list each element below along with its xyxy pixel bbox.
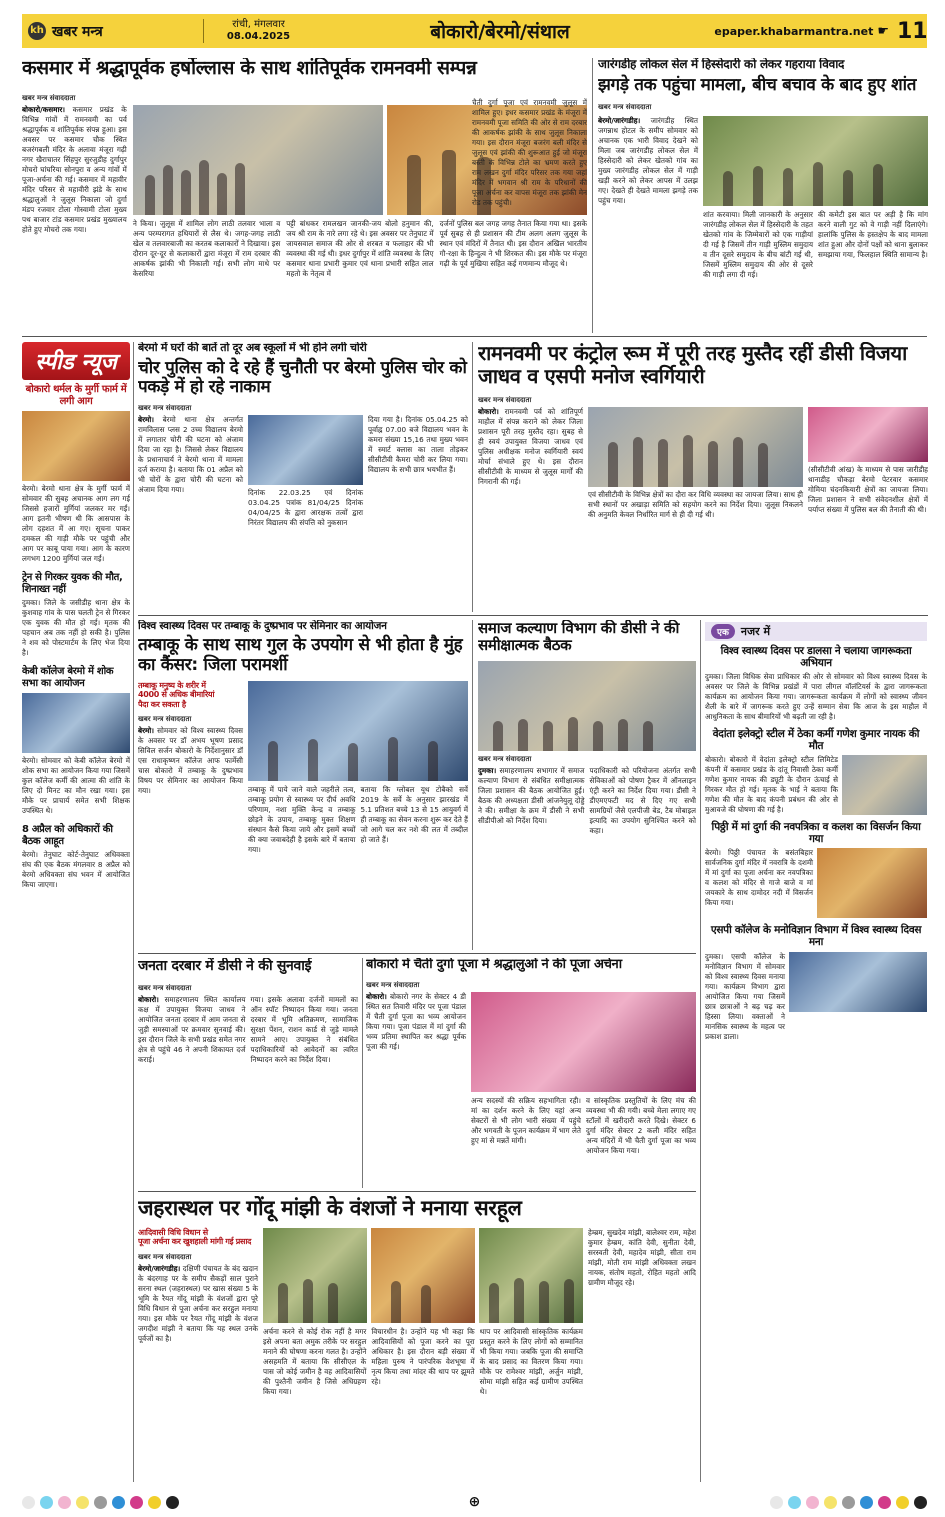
highlight-point: पैदा कर सकता है (138, 699, 186, 709)
headline: बोकारो में चैती दुर्गा पूजा में श्रद्धालुओं ने की पूजा अर्चना (366, 958, 622, 972)
story-column: दर्जनों पुलिस बल जगह जगह तैनात किया गया था। इसके पूर्व सुबह से ही प्रशासन की टीम अलग अलग जुलूस के स्थान एवं मंदिरों में तैनात थी। इस दौरान अखिल भारतीय गौ-रक्षा के हिन्दुत्व ने भी शिरकत की। इस मौके पर मंजूरा गढ़ी के पूर्व मुखिया सहित कई गणमान्य मौजूद थे। (439, 218, 587, 268)
byline: खबर मन्त्र संवाददाता (138, 403, 192, 412)
byline: खबर मन्त्र संवाददाता (138, 1252, 192, 1261)
color-swatch-right (770, 1496, 927, 1509)
story-column: दिया गया है। दिनांक 05.04.25 को पूर्वाह्न 07.00 बजे विद्यालय भवन के कमरा संख्या 15,16 तथा मुख्य भवन में स्मार्ट क्लास का ताला तोड़कर सीसीटीवी कैमरा चोरी कर लिया गया। विद्यालय के सभी छात्र भयभीत हैं। (368, 414, 468, 474)
epaper-link[interactable] (687, 24, 897, 39)
page-number: 11 (897, 18, 928, 44)
story-column: पट्टी बांधकर रामलखन जानकी-जय बोलो हनुमान की, जय श्री राम के नारे लगा रहे थे। इस अवसर पर तेनुघाट में जायसवाल समाज की ओर से शरबत व फलाहार की भी व्यवस्था की गई थी। इधर दुर्गापुर में शांति व्यवस्था के लिए कसमार थाना प्रभारी कुमार एवं थाना प्रभारी सहित लाल महतो के नेतृत्व में (286, 218, 434, 278)
story-column: (सीसीटीवी आंख) के माध्यम से पास जारीडीह थानाडीह चौकड़ा बेरमो पेटरवार कसमार गोमिया चंदनकियारी क्षेत्रों का जायजा लिया। जिला प्रशासन ने सभी संवेदनशील क्षेत्रों में पर्याप्त संख्या में पुलिस बल की तैनाती की थी। (808, 465, 928, 514)
tag-pill: एक (711, 624, 735, 639)
sarhul-photo (263, 1228, 367, 1323)
column-divider (362, 958, 363, 1188)
color-swatch-dot (148, 1496, 161, 1509)
news-text: बेरमो। पिठ्ठी पंचायत के बसंतबिहार सार्वजनिक दुर्गा मंदिर में नवरात्रि के दशमी में मां दुर्गा का पूजा अर्चना कर नवपत्रिका व कलश को मंदिर से गाजे बाजे व मां जयकारे के साथ दामोदर नदी में विसर्जन किया गया। (705, 848, 813, 908)
news-text: दुमका। जिले के जसीडीह थाना क्षेत्र के कुशवाह गांव के पास चलती ट्रेन से गिरकर एक युवक की मौत हो गई। मृतक की पहचान अब तक नहीं हो सकी है। पुलिस ने शव को पोस्टमार्टम के लिए भेज दिया है। (22, 598, 130, 657)
byline: खबर मन्त्र संवाददाता (366, 980, 420, 989)
highlight-point: आदिवासी विधि विधान से (138, 1228, 208, 1238)
headline: चोर पुलिस को दे रहे हैं चुनौती पर बेरमो पुलिस चोर को पकड़े में हो रहे नाकाम (138, 357, 467, 398)
brand-logo-icon: kh (28, 22, 46, 40)
epaper-url[interactable]: epaper.khabarmantra.net (714, 24, 874, 38)
story-column: गया। इसके अलावा दर्जनों मामलों का ऑन स्पॉट निष्पादन किया गया। जनता दरबार में भूमि अतिक्रमण, सामाजिक सुरक्षा पेंशन, राशन कार्ड से जुड़े मामले सामने आए। उपायुक्त ने संबंधित पदाधिकारियों को आवेदनों का त्वरित निष्पादन करने का निर्देश दिया। (250, 995, 358, 1065)
news-text: बेरमो। बेरमो थाना क्षेत्र के मुर्गी फार्म में सोमवार की सुबह अचानक आग लग गई जिससे हजारों मुर्गियां जलकर मर गईं। आग इतनी भीषण थी कि आसपास के लोग दहशत में आ गए। सूचना पाकर दमकल की गाड़ी मौके पर पहुंची और आग पर काबू पाया गया। आग के कारण लगभग 1200 मुर्गियां जल गईं। (22, 484, 130, 563)
story-column: चैती दुर्गा पूजा एवं रामनवमी जुलूस में शामिल हुए। इधर कसमार प्रखंड के मंजूरा में रामनवमी पूजा समिति की ओर से राम दरबार की आकर्षक झांकी के साथ जुलूस निकाला गया। इस दौरान मंजूरा बजरंग बली मंदिर से जुलूस एवं झांकी की शुरूआत हुई जो मंजूरा बस्ती के विभिन्न टोले का भ्रमण करते हुए राम लखन दुर्गा मंदिर परिसर तक गया जहां मंदिर में भगवान श्री राम के परिधानों की पूजा अर्चना कर वापस मंजूरा तक झांकी मेन रोड तक पहुंची। (472, 98, 587, 207)
news-headline: केबी कॉलेज बेरमो में शोक सभा का आयोजन (22, 666, 114, 689)
speed-news-banner: स्पीड न्यूज (22, 342, 130, 380)
news-text: बेरमो। तेनुघाट कोर्ट-तेनुघाट अधिवक्ता संघ की एक बैठक मंगलवार 8 अप्रैल को बेरमो अधिवक्ता संघ भवन में आयोजित किया जाएगा। (22, 850, 130, 889)
issue-date: 08.04.2025 (226, 31, 291, 42)
byline: खबर मन्त्र संवाददाता (598, 103, 652, 112)
story-column: हेम्ब्रम, सुखदेव मांझी, बालेश्वर राम, महेश कुमार हेम्ब्रम, कांति देवी, सुनीता देवी, सरस्वती देवी, महादेव मांझी, सीता राम मांझी, मोती राम मांझी अधिवक्ता लखन नायक, संतोष महतो, रोहित महतो आदि ग्रामीण मौजूद रहे। (588, 1228, 696, 1288)
story-column: बोकारो। बोकारो नगर के सेक्टर 4 डी स्थित सत तिवारी मंदिर पर पूजा पंडाल में चैती दुर्गा पूजा का भव्य आयोजन किया गया। पूजा पंडाल में मां दुर्गा की भव्य प्रतिमा स्थापित कर श्रद्धा पूर्वक पूजा की गई। (366, 991, 467, 1051)
column-divider (700, 620, 701, 1482)
speed-news-column (22, 342, 130, 1482)
section-title: बोकारो/बेरमो/संथाल (430, 21, 570, 43)
procession-photo (133, 105, 383, 215)
place-day: रांची, मंगलवार (232, 19, 285, 30)
news-text: बेरमो। सोमवार को केबी कॉलेज बेरमो में शोक सभा का आयोजन किया गया जिसमें कुल कॉलेज कर्मी की आत्मा की शांति के लिए दो मिनट का मौन रखा गया। इस मौके पर प्राचार्य समेत सभी शिक्षक उपस्थित थे। (22, 756, 130, 815)
highlight-point: 4000 से अधिक बीमारियां (138, 690, 215, 700)
color-swatch-dot (22, 1496, 35, 1509)
column-divider (472, 620, 473, 950)
story-jarangdih (598, 58, 928, 333)
story-ramnavami (22, 58, 587, 333)
photo-caption: दिनांक 22.03.25 एवं दिनांक 03.04.25 पत्रांक 81/04/25 दिनांक 04/04/25 के द्वारा आरक्षक तत्वों द्वारा निरंतर विद्यालय की संपत्ति को नुकसान (248, 487, 363, 527)
story-column: दुमका। समाहरणालय सभागार में समाज कल्याण विभाग से संबंधित समीक्षात्मक जिला प्रशासन की बैठक आयोजित हुई। बैठक की अध्यक्षता डीसी आंजनेयुलू दोड्डे ने की। समीक्षा के क्रम में डीसी ने सभी सीडीपीओ को निर्देश दिया। (478, 765, 585, 825)
news-headline: वेदांता इलेक्ट्रो स्टील में ठेका कर्मी गणेश कुमार नायक की मौत (712, 728, 920, 753)
row-divider (138, 953, 696, 954)
byline: खबर मन्त्र संवाददाता (138, 714, 192, 723)
byline: खबर मन्त्र संवाददाता (138, 984, 192, 993)
color-swatch-dot (94, 1496, 107, 1509)
color-swatch-dot (112, 1496, 125, 1509)
color-swatch-dot (842, 1496, 855, 1509)
ek-nazar-column (705, 622, 927, 1482)
color-swatch-dot (40, 1496, 53, 1509)
highlight-point: तम्बाकू मनुष्य के शरीर में (138, 681, 206, 691)
kicker: बेरमो में घरों की बातें तो दूर अब स्कूलों में भी होने लगी चोरी (138, 342, 367, 354)
headline: रामनवमी पर कंट्रोल रूम में पूरी तरह मुस्तैद रहीं डीसी विजया जाधव व एसपी मनोज स्वर्गियारी (478, 342, 907, 388)
column-divider (472, 342, 473, 612)
headline: झगड़े तक पहुंचा मामला, बीच बचाव के बाद हुए शांत (598, 74, 917, 95)
color-swatch-left (22, 1496, 179, 1509)
story-tobacco (138, 620, 468, 950)
story-chaiti-durga (366, 958, 696, 1188)
byline: खबर मन्त्र संवाददाता (478, 754, 532, 763)
visarjan-photo (817, 848, 927, 918)
registration-mark-icon: ⊕ (468, 1494, 481, 1510)
color-swatch-dot (130, 1496, 143, 1509)
highlight-point: पूजा अर्चना कर खुशहाली मांगी गई प्रसाद (138, 1237, 252, 1247)
news-text: बोकारो। बोकारो में वेदांता इलेक्ट्रो स्टील लिमिटेड कंपनी में कसमार प्रखंड के दांतू निवासी ठेका कर्मी गणेश कुमार नायक की ड्यूटी के दौरान ऊंचाई से गिरकर मौत हो गई। मृतक के भाई ने बताया कि गणेश की मौत के बाद कंपनी प्रबंधन की ओर से मुआवजे की घोषणा की गई है। (705, 755, 838, 815)
meeting-photo (478, 661, 696, 751)
story-column: तम्बाकू में पाये जाने वाले जहरीले तत्व, तम्बाकू प्रयोग से स्वास्थ्य पर दीर्घ अवधि परिणाम, नशा मुक्ति केन्द्र व तम्बाकू छोड़ने के उपाय, तम्बाकू मुक्त शिक्षण संस्थान कैसे किया जाये और इसमें बच्चों की क्या जवाबदेही है इसके बारे में बताया गया। (248, 785, 356, 855)
sarhul-dance-photo (479, 1228, 583, 1323)
story-column: बेरमो/जारंगडीह। दक्षिणी पंचायत के बंद खदान के बंदरगाह पर के समीप सैकड़ों साल पुराने सरना स्थल (जहरास्थल) पर खास संख्या 5 के भूमि के रैयत गोंदू मांझी के वंशजों द्वारा पूरे विधि विधान से पूजा अर्चना कर सरहुल मनाया गया। इस मौके पर रैयत गोंदू मांझी के वंशज जगदीश मांझी ने बताया कि यह स्थल उनके पूर्वजों का है। (138, 1263, 258, 1343)
column-divider (592, 58, 593, 333)
fire-photo (22, 411, 130, 481)
story-column: अर्चना करने से कोई रोक नहीं है मगर इसे अपना बता अमुक तरीके पर सरहुल मनाने की घोषणा करना गलत है। उन्होंने असहमति में बताया कि सीसीएल के पास जो कोई जमीन है वह आदिवासियों की पुश्तैनी जमीन है जिसे अधिग्रहण किया गया। (263, 1327, 367, 1397)
brand-name: खबर मन्त्र (52, 23, 103, 40)
color-swatch-dot (896, 1496, 909, 1509)
monitoring-photo (808, 407, 928, 462)
story-column: बेरमो/जारंगडीह। जारंगडीह स्थित जगन्नाथ होटल के समीप सोमवार को अचानक एक भारी विवाद देखने को मिला जब जारंगडीह लोकल सेल में हिस्सेदारी को लेकर खेतको गांव का मुख्य जारंगडीह लोकल सेल में गाड़ी खड़ी करने को लेकर आपस में उलझ गए। देखते ही देखते मामला झगड़े तक पहुंच गया। (598, 116, 698, 206)
tag-label: नजर में (740, 625, 771, 638)
headline: जनता दरबार में डीसी ने की सुनवाई (138, 958, 312, 974)
byline: खबर मन्त्र संवाददाता (478, 396, 532, 404)
story-column: शांत करवाया। मिली जानकारी के अनुसार जारंगडीह लोकल सेल में हिस्सेदारी के तहत खेतको गांव के जिम्मेवारों को एक गाड़ीयां दी गई है जिसमें तीन गाड़ी मुस्लिम समुदाय व तीन दूसरे समुदाय के बीच बांटी गई थी, जिसमें मुस्लिम समुदाय की ओर से दूसरे की गाड़ी लगा दी गई। (703, 210, 813, 280)
story-column: बेरमो। बेरमो थाना क्षेत्र अन्तर्गत रामविलास प्लस 2 उच्च विद्यालय बेरमो में लगातार चोरी की घटना को अंजाम दिया जा रहा है। जिससे लेकर विद्यालय के प्रधानाचार्य ने बेरमो थाना में मामला दर्ज कराया है। बताया कि 01 अप्रैल को भी चोरों के द्वारा चोरी की घटना को अंजाम दिया गया। (138, 414, 243, 494)
news-headline: बोकारो थर्मल के मुर्गी फार्म में लगी आग (25, 384, 127, 407)
story-column: अन्य सदस्यों की सक्रिय सहभागिता रही। मां का दर्शन करने के लिए यहां अन्य सेक्टरों से भी लोग भारी संख्या में पहुंचे और भगवती के पूजन कार्यक्रम में भाग लेते हुए मां से मन्नतें मांगी। (471, 1095, 581, 1145)
officials-photo (588, 407, 803, 487)
news-text: दुमका। एसपी कॉलेज के मनोविज्ञान विभाग में सोमवार को विश्व स्वास्थ्य दिवस मनाया गया। कार्यक्रम विभाग द्वारा आयोजित किया गया जिसमें छात्र छात्राओं ने बढ़ चढ़ कर हिस्सा लिया। वक्ताओं ने मानसिक स्वास्थ्य के महत्व पर प्रकाश डाला। (705, 951, 785, 1041)
story-column: बोकारो/कसमार। कसमार प्रखंड के विभिन्न गांवों में रामनवमी का पर्व श्रद्धापूर्वक व शांतिपूर्वक संपन्न हुआ। इस अवसर पर कसमार चौक स्थित बजरंगबली मंदिर के अलावा मंजूरा गढ़ी नगर खैराचातर सिंहपुर सुरजुडीह दुर्गापुर मोचरो घांघरिया सोनपुरा व अन्य गांवों में पूजा-अर्चना की गई। कसमार में महावीर मंदिर परिसर से महावीरी झंडे के साथ श्रद्धालुओं ने जुलूस निकाला जो दुर्गा मंडप रजवार टोला गोस्वामी टोला मुख्य पथ बाजार टांड कसमार प्रखंड मुख्यालय होते हुए मोचरो तक गया। (22, 104, 127, 234)
story-column: की कमेटी इस बात पर अड़ी है कि मांग करने वाली गुट को वे गाड़ी नहीं दिलाएंगे। हालांकि पुलिस के हस्तक्षेप के बाद मामला शांत हुआ और दोनों पक्षों को थाना बुलाकर समझाया गया, फिलहाल स्थिति सामान्य है। (818, 210, 928, 260)
color-swatch-dot (860, 1496, 873, 1509)
color-swatch-dot (788, 1496, 801, 1509)
story-sarhul (138, 1196, 696, 1484)
condolence-photo (22, 693, 130, 753)
story-column: विचारधीन है। उन्होंने यह भी कहा कि आदिवासियों को पूजा करने का पूरा अधिकार है। इस दौरान बड़ी संख्या में महिला पुरुष ने पारंपरिक वेशभूषा में नृत्य किया तथा मांदर की थाप पर झूमते रहे। (371, 1327, 475, 1387)
print-footer (22, 1494, 927, 1510)
kicker: विश्व स्वास्थ्य दिवस पर तम्बाकू के दुष्प्रभाव पर सेमिनार का आयोजन (138, 620, 387, 632)
byline: खबर मन्त्र संवाददाता (22, 93, 76, 102)
row-divider (138, 1191, 696, 1192)
masthead (22, 14, 927, 48)
story-social-welfare (478, 620, 696, 950)
color-swatch-dot (76, 1496, 89, 1509)
story-column: बोकारो। रामनवमी पर्व को शांतिपूर्ण माहौल में संपन्न कराने को लेकर जिला प्रशासन पूरी तरह मुस्तैद रहा। सुबह से ही स्वयं उपायुक्त विजया जाधव एवं पुलिस अधीक्षक मनोज स्वर्गियारी स्वयं मोर्चा संभाले हुए थे। इस दौरान सीसीटीवी के माध्यम से जुलूस मार्गों की निगरानी की गई। (478, 407, 583, 486)
color-swatch-dot (806, 1496, 819, 1509)
story-column: व सांस्कृतिक प्रस्तुतियों के लिए मंच की व्यवस्था भी की गयी। बच्चे मेला लगाए गए स्टॉलों में खरीदारी करते दिखे। सेक्टर 6 दुर्गा मंदिर सेक्टर 2 कली मंदिर सहित अन्य मंदिरों में भी चैती दुर्गा पूजा का भव्य आयोजन किया गया। (586, 1095, 696, 1155)
pointer-hand-icon: ☛ (877, 23, 889, 39)
row-divider (22, 336, 927, 337)
news-headline: पिठ्ठी में मां दुर्गा की नवपत्रिका व कलश का विसर्जन किया गया (711, 821, 921, 846)
color-swatch-dot (58, 1496, 71, 1509)
story-column: थाप पर आदिवासी सांस्कृतिक कार्यक्रम प्रस्तुत करने के लिए लोगों को सम्मानित भी किया गया। जबकि पूजा की समाप्ति के बाद प्रसाद का वितरण किया गया। मौके पर रामेश्वर मांझी, अर्जुन मांझी, सोमा मांझी सहित कई ग्रामीण उपस्थित थे। (479, 1327, 583, 1397)
color-swatch-dot (824, 1496, 837, 1509)
headline: जहरास्थल पर गोंदू मांझी के वंशजों ने मनाया सरहूल (138, 1196, 522, 1220)
story-janata-darbar (138, 958, 358, 1188)
news-headline: ट्रेन से गिरकर युवक की मौत, शिनाख्त नहीं (22, 572, 123, 595)
color-swatch-dot (878, 1496, 891, 1509)
story-column: पदाधिकारी को परियोजना अंतर्गत सभी सेविकाओं को पोषण ट्रैकर में ऑनलाइन एंट्री करने का निर्देश दिया गया। डीसी ने डीएमएफटी मद से दिए गए सभी सामग्रियों जैसे एलपीजी बेड, टैब मोबाइल इत्यादि का उपयोग सुनिश्चित करने को कहा। (589, 765, 696, 835)
headline: कसमार में श्रद्धापूर्वक हर्षोल्लास के साथ शांतिपूर्वक रामनवमी सम्पन्न (22, 58, 477, 79)
brand (28, 22, 203, 41)
sarhul-puja-photo (371, 1228, 475, 1323)
ek-nazar-tag (705, 622, 927, 641)
color-swatch-dot (914, 1496, 927, 1509)
durga-pandal-photo (471, 992, 696, 1092)
column-divider (133, 342, 134, 1482)
story-column: बोकारो। समाहरणालय स्थित कार्यालय कक्ष में उपायुक्त विजया जाधव ने आयोजित जनता दरबार में आम जनता से जुड़ी समस्याओं पर क्रमवार सुनवाई की। इस दौरान जिले के सभी प्रखंड समेत नगर क्षेत्र से पहुंचे 46 ने अपनी शिकायत दर्ज कराई। (138, 995, 246, 1065)
dateline (203, 19, 313, 43)
news-headline: 8 अप्रैल को अधिकारों की बैठक आहूत (22, 824, 113, 847)
headline: समाज कल्याण विभाग की डीसी ने की समीक्षात्मक बैठक (478, 620, 680, 655)
color-swatch-dot (770, 1496, 783, 1509)
row-divider (138, 615, 928, 616)
story-column: बताया कि ग्लोबल यूथ टोबैको सर्वे 2019 के सर्वे के अनुसार झारखंड में 5.1 प्रतिशत बच्चे 13 से 15 आयुवर्ग में ही तम्बाकू का सेवन करना शुरू कर देते हैं जो आगे चल कर नशे की लत में तब्दील हो जाते हैं। (360, 785, 468, 845)
story-column: बेरमो। सोमवार को विश्व स्वास्थ्य दिवस के अवसर पर डॉ अभय भूषण प्रसाद सिविल सर्जन बोकारो के निर्देशानुसार डॉ एस राधाकृष्णन कॉलेज आफ फार्मेसी चास बोकारो में तम्बाकू के दुष्प्रभाव विषय पर सेमिनार का आयोजन किया गया। (138, 725, 243, 795)
story-column: ने किया। जुलूस में शामिल लोग लाठी तलवार भाला व अन्य परम्परागत हथियारों से लैस थे। जगह-जगह लाठी खेल व तलवारबाजी का करतब कलाकारों ने दिखाया। इस दौरान दूर-दूर से कलाकारों द्वारा मंजूरा में राम दरबार की आकर्षक झांकी भी निकाली गई। सभी लोग माथे पर केसरिया (132, 218, 281, 278)
color-swatch-dot (166, 1496, 179, 1509)
headline: तम्बाकू के साथ साथ गुल के उपयोग से भी होता है मुंह का कैंसर: जिला परामर्शी (138, 635, 463, 675)
worker-photo (842, 755, 927, 815)
story-column: एवं सीसीटीवी के विभिन्न क्षेत्रों का दौरा कर विधि व्यवस्था का जायजा लिया। साथ ही सभी स्थानों पर अखाड़ा समिति को सहयोग करने का निर्देश दिया। जुलूस निकलने की अनुमति केवल निर्धारित मार्ग से ही दी गई थी। (588, 490, 803, 519)
news-text: दुमका। जिला विधिक सेवा प्राधिकार की ओर से सोमवार को विश्व स्वास्थ्य दिवस के अवसर पर जिले के विभिन्न प्रखंडों में पारा लीगल वॉलंटियर्स के द्वारा जागरूकता कार्यक्रम का आयोजन किया गया। जागरूकता कार्यक्रम में लोगों को स्वास्थ्य जीवन शैली के बारे में जागरूक करते हुए उन्हें सम्मान सेवा कि आज के इस माहौल में आधुनिकता के साथ बीमारियों भी बढ़ती जा रही है। (705, 672, 927, 722)
news-headline: एसपी कॉलेज के मनोविज्ञान विभाग में विश्व स्वास्थ्य दिवस मना (710, 924, 922, 949)
crowd-photo (703, 116, 928, 206)
kicker: जारंगडीह लोकल सेल में हिस्सेदारी को लेकर गहराया विवाद (598, 58, 845, 71)
story-theft (138, 342, 468, 612)
school-photo (248, 415, 363, 485)
news-headline: विश्व स्वास्थ्य दिवस पर डालसा ने चलाया जागरूकता अभियान (720, 645, 912, 670)
story-control-room (478, 342, 928, 612)
college-photo (789, 952, 927, 1012)
seminar-photo (248, 681, 468, 781)
